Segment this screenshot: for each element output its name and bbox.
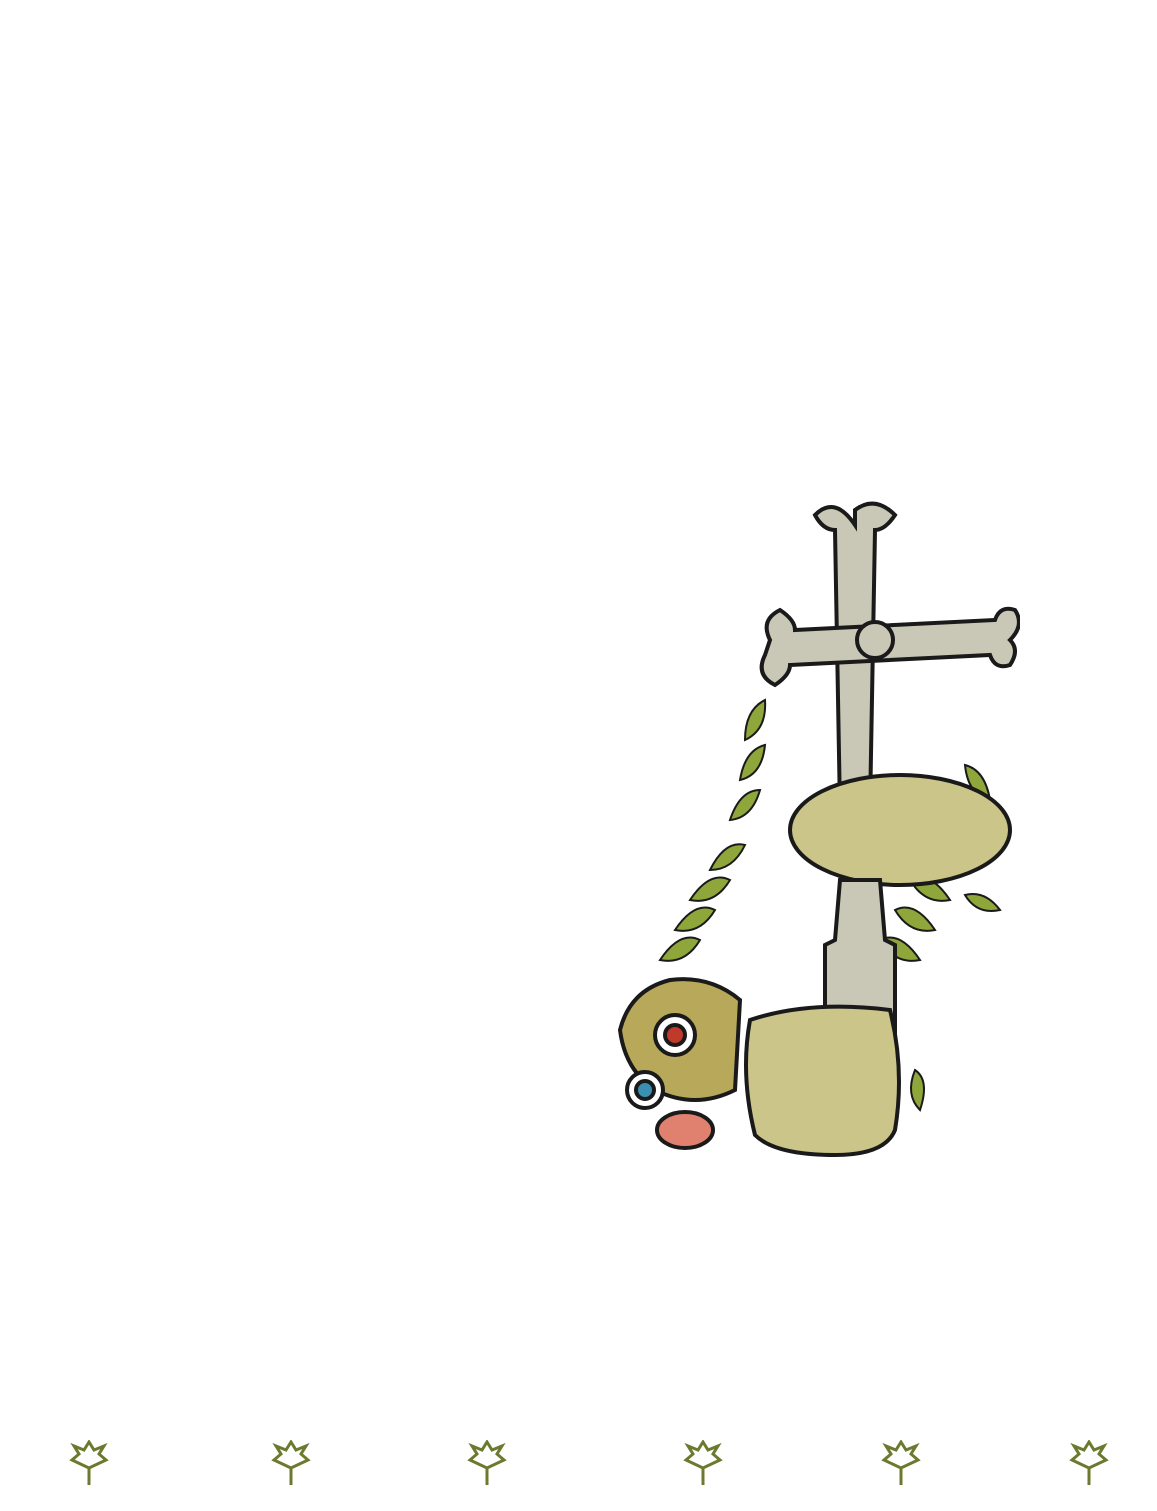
mossy-stone — [746, 1007, 899, 1155]
creature-muřinoh — [620, 979, 740, 1148]
leaf-ornament-icon — [678, 1440, 728, 1490]
gravestone-illustration — [600, 490, 1020, 1170]
grave-sign — [790, 775, 1010, 885]
cross-icon — [762, 504, 1019, 810]
leaf-ornament-icon — [64, 1440, 114, 1490]
leaf-ornament-icon — [462, 1440, 512, 1490]
leaf-ornament-icon — [266, 1440, 316, 1490]
leaf-ornament-icon — [1064, 1440, 1114, 1490]
leaf-ornament-icon — [876, 1440, 926, 1490]
